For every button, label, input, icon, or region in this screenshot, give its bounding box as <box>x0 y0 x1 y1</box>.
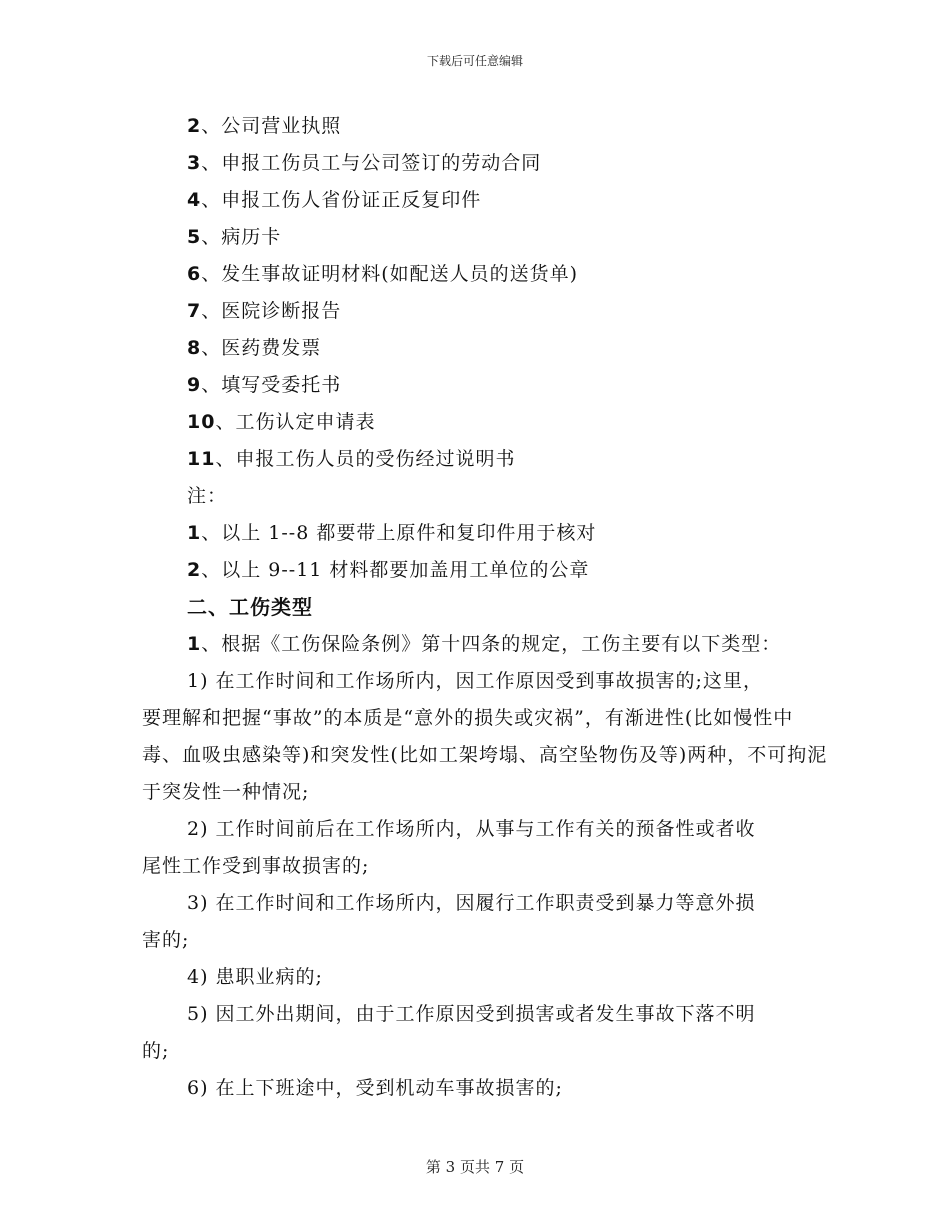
paragraph-first-line: 1) 在工作时间和工作场所内，因工作原因受到事故损害的;这里， <box>187 670 763 692</box>
list-text: 、申报工伤人员的受伤经过说明书 <box>215 448 516 470</box>
materials-list <box>142 108 832 478</box>
list-number: 6 <box>187 263 202 285</box>
list-text: 、根据《工伤保险条例》第十四条的规定，工伤主要有以下类型： <box>201 633 782 655</box>
document-body <box>142 108 832 1107</box>
list-text: 、医院诊断报告 <box>201 300 342 322</box>
list-item <box>142 108 832 145</box>
list-text: 、以上 1--8 都要带上原件和复印件用于核对 <box>201 522 597 544</box>
list-text: 、申报工伤员工与公司签订的劳动合同 <box>201 152 542 174</box>
list-number: 7 <box>187 300 202 322</box>
list-number: 2 <box>187 559 202 581</box>
list-text: 、申报工伤人省份证正反复印件 <box>201 189 482 211</box>
list-text: 、工伤认定申请表 <box>215 411 376 433</box>
page-footer: 第 3 页共 7 页 <box>425 1158 525 1176</box>
list-number: 1 <box>187 633 202 655</box>
list-number: 3 <box>187 152 202 174</box>
paragraph-first-line: 5) 因工外出期间，由于工作原因受到损害或者发生事故下落不明 <box>187 1003 756 1025</box>
note-item <box>142 552 832 589</box>
list-item <box>142 256 832 293</box>
list-number: 2 <box>187 115 202 137</box>
paragraph-first-line: 6) 在上下班途中，受到机动车事故损害的; <box>187 1077 563 1099</box>
list-text: 、医药费发票 <box>201 337 322 359</box>
list-number: 9 <box>187 374 202 396</box>
list-item <box>142 293 832 330</box>
paragraph-continuation: 的; <box>142 1040 170 1062</box>
list-number: 4 <box>187 189 202 211</box>
paragraph-first-line: 3) 在工作时间和工作场所内，因履行工作职责受到暴力等意外损 <box>187 892 756 914</box>
list-text: 、发生事故证明材料(如配送人员的送货单) <box>201 263 579 285</box>
list-number: 5 <box>187 226 202 248</box>
paragraph-continuation: 尾性工作受到事故损害的; <box>142 855 370 877</box>
list-number: 10 <box>187 411 216 433</box>
section-heading: 二、工伤类型 <box>187 595 313 619</box>
list-item <box>142 441 832 478</box>
paragraph <box>142 663 832 811</box>
list-text: 、公司营业执照 <box>201 115 342 137</box>
paragraph-first-line: 4) 患职业病的; <box>187 966 323 988</box>
list-text: 、病历卡 <box>201 226 282 248</box>
paragraph <box>142 885 832 959</box>
note-label: 注： <box>187 485 228 507</box>
paragraph-continuation: 害的; <box>142 929 190 951</box>
paragraph-first-line: 2) 工作时间前后在工作场所内，从事与工作有关的预备性或者收 <box>187 818 756 840</box>
page-header: 下载后可任意编辑 <box>426 54 523 68</box>
list-item <box>142 182 832 219</box>
paragraph-continuation: 要理解和把握“事故”的本质是“意外的损失或灾祸”，有渐进性(比如慢性中毒、血吸虫感染等)和突发性(比如工架垮塌、高空坠物伤及等)两种，不可拘泥于突发性一种情况; <box>142 707 828 803</box>
paragraph <box>142 959 832 996</box>
list-item <box>142 367 832 404</box>
list-number: 8 <box>187 337 202 359</box>
list-number: 1 <box>187 522 202 544</box>
paragraph <box>142 811 832 885</box>
section-intro <box>142 626 832 663</box>
note-item <box>142 515 832 552</box>
injury-types <box>142 663 832 1107</box>
list-text: 、以上 9--11 材料都要加盖用工单位的公章 <box>201 559 590 581</box>
list-number: 11 <box>187 448 216 470</box>
list-item <box>142 219 832 256</box>
paragraph <box>142 1070 832 1107</box>
paragraph <box>142 996 832 1070</box>
list-item <box>142 404 832 441</box>
list-item <box>142 145 832 182</box>
note-list <box>142 515 832 589</box>
list-item <box>142 330 832 367</box>
list-text: 、填写受委托书 <box>201 374 342 396</box>
